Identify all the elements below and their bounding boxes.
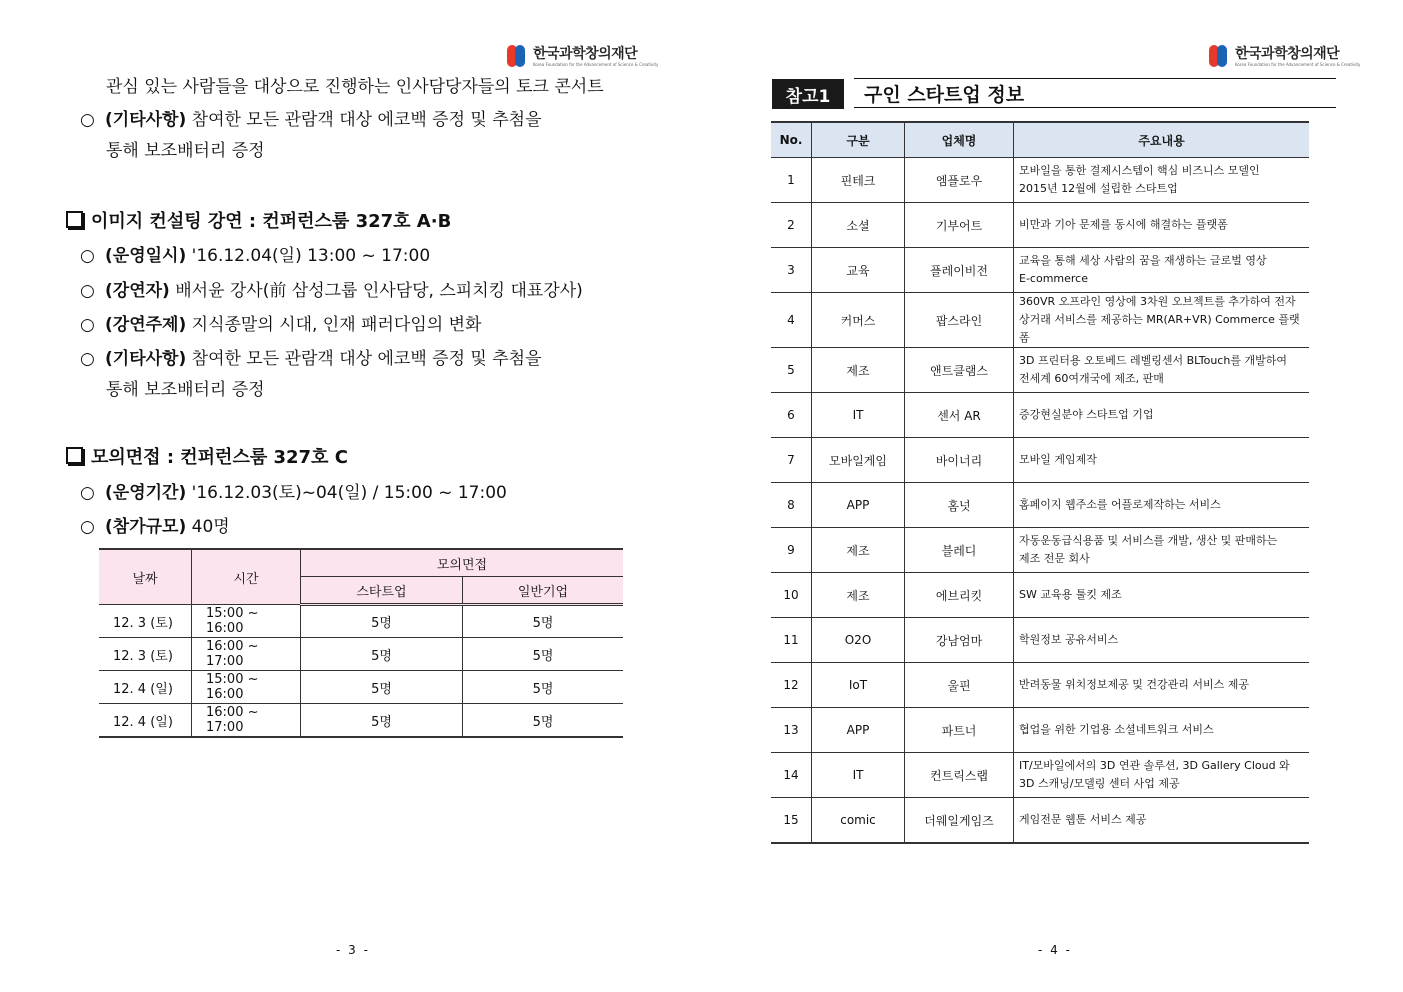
foundation-logo xyxy=(1207,43,1360,69)
table-row xyxy=(771,483,1309,528)
cell-content xyxy=(1014,708,1310,753)
page-3 xyxy=(0,0,700,992)
cell-content xyxy=(1014,248,1310,293)
content-line-2: 전세계 60여개국에 제조, 판매 xyxy=(1019,372,1164,385)
cell-date: 12. 3 (토) xyxy=(99,638,192,671)
cell-no: 14 xyxy=(771,753,812,798)
cell-time: 15:00 ~ 16:00 xyxy=(192,605,301,638)
cell-company: 에브리킷 xyxy=(905,573,1014,618)
table-row xyxy=(771,158,1309,203)
foundation-logo xyxy=(505,43,658,69)
startup-table xyxy=(771,121,1309,844)
table-row xyxy=(99,704,623,738)
cell-category: IoT xyxy=(812,663,905,708)
cell-category: IT xyxy=(812,753,905,798)
topic-item: ○ (강연주제) 지식종말의 시대, 인재 패러다임의 변화 xyxy=(80,315,482,335)
cell-no: 15 xyxy=(771,798,812,844)
content-line-2: 2015년 12월에 설립한 스타트업 xyxy=(1019,182,1178,195)
checkbox-square-icon xyxy=(66,447,83,464)
table-row xyxy=(771,753,1309,798)
cell-general: 5명 xyxy=(463,671,624,704)
content-line-2: 상거래 서비스를 제공하는 MR(AR+VR) Commerce 플랫폼 xyxy=(1019,313,1300,344)
table-row xyxy=(771,663,1309,708)
cell-no: 9 xyxy=(771,528,812,573)
content-line-1: SW 교육용 툴킷 제조 xyxy=(1019,588,1122,601)
cell-no: 1 xyxy=(771,158,812,203)
content-line-1: 증강현실분야 스타트업 기업 xyxy=(1019,408,1154,421)
logo-mark-icon xyxy=(505,43,527,69)
cell-category: 핀테크 xyxy=(812,158,905,203)
cell-content xyxy=(1014,203,1310,248)
scale-item: ○ (참가규모) 40명 xyxy=(80,517,230,537)
cell-company: 바이너리 xyxy=(905,438,1014,483)
cell-company: 더웨일게임즈 xyxy=(905,798,1014,844)
content-line-1: 학원정보 공유서비스 xyxy=(1019,633,1119,646)
content-line-1: 자동운동급식용품 및 서비스를 개발, 생산 및 판매하는 xyxy=(1019,534,1278,547)
cell-content xyxy=(1014,438,1310,483)
cell-content xyxy=(1014,483,1310,528)
cell-startup: 5명 xyxy=(301,704,463,738)
cell-no: 12 xyxy=(771,663,812,708)
logo-subtitle: Korea Foundation for the Advancement of Science & Creativity xyxy=(1235,61,1361,67)
cell-company: 센서 AR xyxy=(905,393,1014,438)
cell-startup: 5명 xyxy=(301,638,463,671)
cell-content xyxy=(1014,528,1310,573)
section-heading-interview: 모의면접 : 컨퍼런스룸 327호 C xyxy=(66,446,348,470)
logo-subtitle: Korea Foundation for the Advancement of Science & Creativity xyxy=(533,61,659,67)
cell-startup: 5명 xyxy=(301,605,463,638)
content-line-1: 비만과 기아 문제를 동시에 해결하는 플랫폼 xyxy=(1019,218,1228,231)
page-number: - 4 - xyxy=(1038,943,1072,957)
reference-title: 구인 스타트업 정보 xyxy=(854,78,1336,108)
cell-date: 12. 4 (일) xyxy=(99,671,192,704)
content-line-1: 게임전문 웹툰 서비스 제공 xyxy=(1019,813,1147,826)
table-row xyxy=(771,798,1309,844)
interview-table xyxy=(99,548,623,738)
cell-content xyxy=(1014,663,1310,708)
cell-company: 울핀 xyxy=(905,663,1014,708)
cell-company: 엠플로우 xyxy=(905,158,1014,203)
cell-no: 13 xyxy=(771,708,812,753)
cell-no: 2 xyxy=(771,203,812,248)
cell-no: 7 xyxy=(771,438,812,483)
content-line-2: 3D 스캐닝/모델링 센터 사업 제공 xyxy=(1019,777,1180,790)
page-number: - 3 - xyxy=(336,943,370,957)
section-heading-consulting: 이미지 컨설팅 강연 : 컨퍼런스룸 327호 A·B xyxy=(66,210,451,234)
content-line-1: 반려동물 위치정보제공 및 건강관리 서비스 제공 xyxy=(1019,678,1250,691)
cell-content xyxy=(1014,158,1310,203)
cell-category: 커머스 xyxy=(812,293,905,348)
schedule-item: ○ (운영일시) '16.12.04(일) 13:00 ~ 17:00 xyxy=(80,246,431,266)
content-line-1: 모바일을 통한 결제시스템이 핵심 비즈니스 모델인 xyxy=(1019,164,1260,177)
cell-no: 6 xyxy=(771,393,812,438)
logo-name: 한국과학창의재단 xyxy=(533,45,638,62)
reference-badge: 참고1 xyxy=(772,79,844,109)
cell-content xyxy=(1014,293,1310,348)
cell-company: 팝스라인 xyxy=(905,293,1014,348)
content-line-1: 모바일 게임제작 xyxy=(1019,453,1097,466)
cell-category: 소셜 xyxy=(812,203,905,248)
cell-content xyxy=(1014,393,1310,438)
cell-company: 강남엄마 xyxy=(905,618,1014,663)
cell-no: 5 xyxy=(771,348,812,393)
content-line-1: 협업을 위한 기업용 소셜네트워크 서비스 xyxy=(1019,723,1214,736)
cell-date: 12. 3 (토) xyxy=(99,605,192,638)
col-general: 일반기업 xyxy=(463,577,624,605)
cell-category: comic xyxy=(812,798,905,844)
cell-category: O2O xyxy=(812,618,905,663)
cell-content xyxy=(1014,798,1310,844)
cell-category: 교육 xyxy=(812,248,905,293)
table-row xyxy=(771,203,1309,248)
cell-category: IT xyxy=(812,393,905,438)
etc-item-cont: 통해 보조배터리 증정 xyxy=(106,380,265,400)
cell-time: 15:00 ~ 16:00 xyxy=(192,671,301,704)
cell-date: 12. 4 (일) xyxy=(99,704,192,738)
cell-content xyxy=(1014,573,1310,618)
cell-content xyxy=(1014,348,1310,393)
cell-company: 플레이비전 xyxy=(905,248,1014,293)
col-content: 주요내용 xyxy=(1014,122,1310,158)
etc-item-cont: 통해 보조배터리 증정 xyxy=(106,141,265,161)
cell-category: APP xyxy=(812,708,905,753)
col-date: 날짜 xyxy=(99,549,192,605)
cell-time: 16:00 ~ 17:00 xyxy=(192,704,301,738)
table-row xyxy=(771,438,1309,483)
content-line-1: 3D 프린터용 오토베드 레벨링센서 BLTouch를 개발하여 xyxy=(1019,354,1287,367)
cell-no: 8 xyxy=(771,483,812,528)
speaker-item: ○ (강연자) 배서윤 강사(前 삼성그룹 인사담당, 스피치킹 대표강사) xyxy=(80,281,583,301)
table-row xyxy=(771,348,1309,393)
page-4 xyxy=(702,0,1403,992)
cell-company: 블레디 xyxy=(905,528,1014,573)
content-line-1: 360VR 오프라인 영상에 3차원 오브젝트를 추가하여 전자 xyxy=(1019,295,1296,308)
col-group: 모의면접 xyxy=(301,549,624,577)
cell-category: APP xyxy=(812,483,905,528)
cell-category: 제조 xyxy=(812,573,905,618)
content-line-2: 제조 전문 회사 xyxy=(1019,552,1090,565)
cell-company: 파트너 xyxy=(905,708,1014,753)
cell-content xyxy=(1014,618,1310,663)
cell-no: 4 xyxy=(771,293,812,348)
col-category: 구분 xyxy=(812,122,905,158)
content-line-1: IT/모바일에서의 3D 연관 솔루션, 3D Gallery Cloud 와 xyxy=(1019,759,1290,772)
col-no: No. xyxy=(771,122,812,158)
cell-category: 모바일게임 xyxy=(812,438,905,483)
cell-company: 앤트클램스 xyxy=(905,348,1014,393)
intro-line: 관심 있는 사람들을 대상으로 진행하는 인사담당자들의 토크 콘서트 xyxy=(106,77,604,97)
etc-item: ○ (기타사항) 참여한 모든 관람객 대상 에코백 증정 및 추첨을 xyxy=(80,349,542,369)
table-row xyxy=(99,605,623,638)
logo-name: 한국과학창의재단 xyxy=(1235,45,1340,62)
table-row xyxy=(771,248,1309,293)
cell-company: 기부어트 xyxy=(905,203,1014,248)
cell-company: 컨트릭스랩 xyxy=(905,753,1014,798)
period-item: ○ (운영기간) '16.12.03(토)~04(일) / 15:00 ~ 17:00 xyxy=(80,483,507,503)
cell-company: 홈넛 xyxy=(905,483,1014,528)
table-row xyxy=(771,618,1309,663)
checkbox-square-icon xyxy=(66,211,83,228)
cell-time: 16:00 ~ 17:00 xyxy=(192,638,301,671)
cell-general: 5명 xyxy=(463,704,624,738)
cell-no: 3 xyxy=(771,248,812,293)
cell-general: 5명 xyxy=(463,605,624,638)
col-company: 업체명 xyxy=(905,122,1014,158)
cell-no: 11 xyxy=(771,618,812,663)
etc-item: ○ (기타사항) 참여한 모든 관람객 대상 에코백 증정 및 추첨을 xyxy=(80,110,542,130)
col-time: 시간 xyxy=(192,549,301,605)
table-row xyxy=(771,393,1309,438)
content-line-2: E-commerce xyxy=(1019,272,1088,285)
table-row xyxy=(771,293,1309,348)
cell-general: 5명 xyxy=(463,638,624,671)
cell-startup: 5명 xyxy=(301,671,463,704)
cell-category: 제조 xyxy=(812,528,905,573)
table-row xyxy=(771,528,1309,573)
col-startup: 스타트업 xyxy=(301,577,463,605)
cell-no: 10 xyxy=(771,573,812,618)
content-line-1: 교육을 통해 세상 사람의 꿈을 재생하는 글로벌 영상 xyxy=(1019,254,1267,267)
logo-mark-icon xyxy=(1207,43,1229,69)
table-row xyxy=(99,671,623,704)
content-line-1: 홈페이지 웹주소를 어플로제작하는 서비스 xyxy=(1019,498,1221,511)
table-row xyxy=(99,638,623,671)
cell-category: 제조 xyxy=(812,348,905,393)
table-row xyxy=(771,573,1309,618)
table-row xyxy=(771,708,1309,753)
cell-content xyxy=(1014,753,1310,798)
